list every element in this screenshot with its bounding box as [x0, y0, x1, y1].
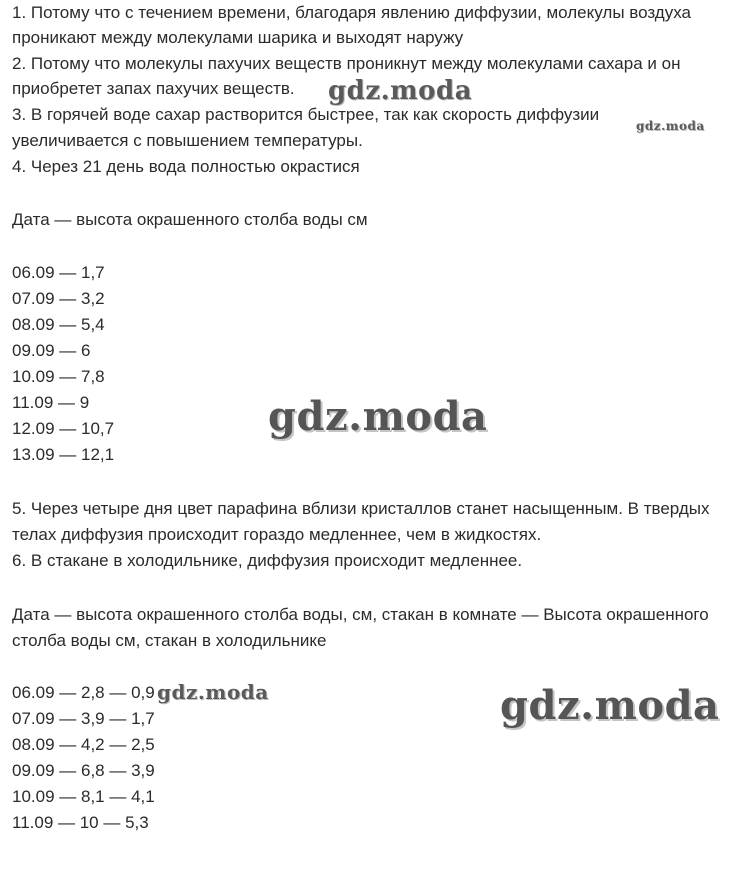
data-row: 09.09 — 6 — [12, 341, 91, 360]
data-row: 06.09 — 1,7 — [12, 263, 105, 282]
data-row: 13.09 — 12,1 — [12, 445, 115, 464]
data-row: 08.09 — 5,4 — [12, 315, 105, 334]
data-row: 08.09 — 4,2 — 2,5 — [12, 735, 155, 754]
text-line: проникают между молекулами шарика и выходят наружу — [12, 28, 464, 47]
watermark: gdz.moda — [157, 680, 269, 704]
data-row: 09.09 — 6,8 — 3,9 — [12, 761, 155, 780]
data-row: 12.09 — 10,7 — [12, 419, 115, 438]
data-row: 11.09 — 9 — [12, 393, 90, 412]
watermark: gdz.moda — [268, 393, 488, 440]
data-row: 07.09 — 3,2 — [12, 289, 105, 308]
data-row: 07.09 — 3,9 — 1,7 — [12, 709, 155, 728]
data-row: 10.09 — 7,8 — [12, 367, 105, 386]
watermark: gdz.moda — [500, 682, 720, 729]
text-line: 5. Через четыре дня цвет парафина вблизи кристаллов станет насыщенным. В твердых — [12, 499, 710, 518]
text-line: увеличивается с повышением температуры. — [12, 131, 363, 150]
data-row: 10.09 — 8,1 — 4,1 — [12, 787, 155, 806]
data-row: 06.09 — 2,8 — 0,9 — [12, 683, 155, 702]
text-line: 6. В стакане в холодильнике, диффузия происходит медленнее. — [12, 551, 523, 570]
table-header: Дата — высота окрашенного столба воды, см, стакан в комнате — Высота окрашенного — [12, 605, 709, 624]
table-header: Дата — высота окрашенного столба воды см — [12, 210, 368, 229]
text-line: приобретет запах пахучих веществ. — [12, 79, 295, 98]
table-header: столба воды см, стакан в холодильнике — [12, 631, 327, 650]
data-row: 11.09 — 10 — 5,3 — [12, 813, 149, 832]
watermark: gdz.moda — [636, 119, 705, 133]
watermark: gdz.moda — [328, 76, 473, 106]
text-line: 4. Через 21 день вода полностью окрастися — [12, 157, 360, 176]
text-line: 3. В горячей воде сахар растворится быстрее, так как скорость диффузии — [12, 105, 600, 124]
text-line: 1. Потому что с течением времени, благодаря явлению диффузии, молекулы воздуха — [12, 3, 691, 22]
text-line: 2. Потому что молекулы пахучих веществ проникнут между молекулами сахара и он — [12, 54, 681, 73]
text-line: телах диффузия происходит гораздо медленнее, чем в жидкостях. — [12, 525, 542, 544]
